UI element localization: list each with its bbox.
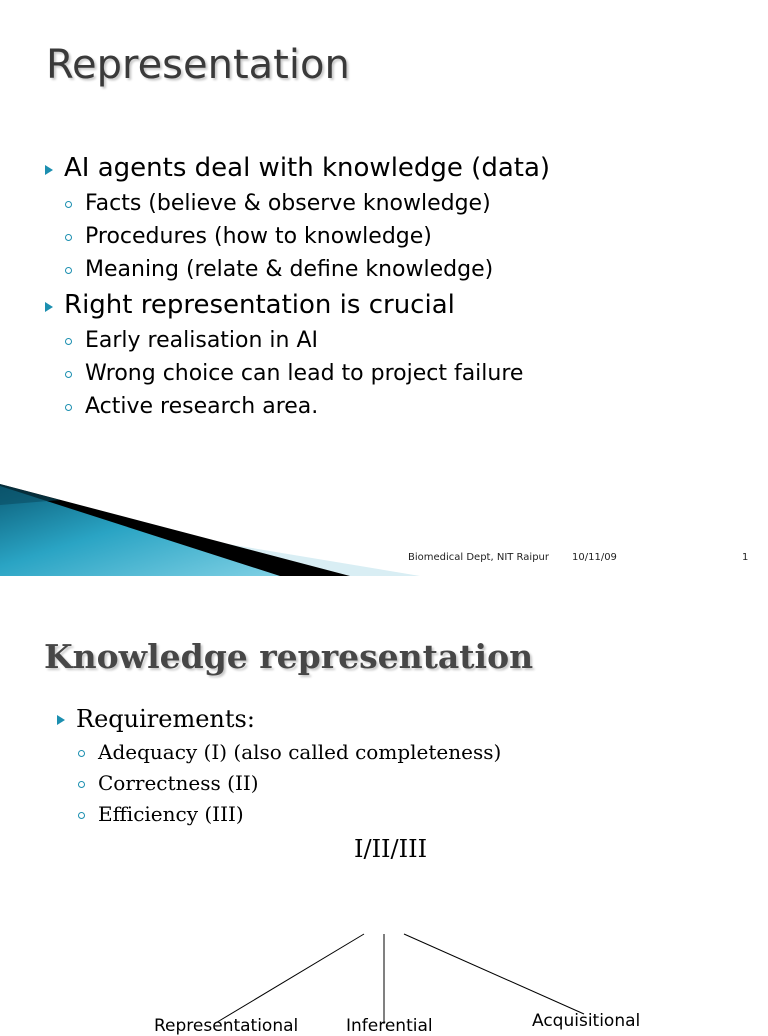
sub-bullet-2-1: Early realisation in AI bbox=[85, 328, 319, 353]
sub-bullet-2-3: Active research area. bbox=[85, 394, 319, 419]
slide-2-title: Knowledge representation bbox=[44, 637, 534, 676]
tree-connectors bbox=[0, 576, 768, 1024]
tree-root-label: I/II/III bbox=[354, 835, 428, 863]
sub-bullet-1-1: Facts (believe & observe knowledge) bbox=[85, 191, 491, 216]
footer-page-number: 1 bbox=[742, 552, 749, 563]
tree-node-representational: Representational bbox=[154, 1016, 299, 1036]
sub-bullet-1-2: Procedures (how to knowledge) bbox=[85, 224, 432, 249]
slide-2 bbox=[0, 576, 768, 1036]
requirement-efficiency: Efficiency (III) bbox=[98, 802, 244, 826]
requirements-bullet: Requirements: bbox=[76, 705, 255, 733]
footer-date: 10/11/09 bbox=[572, 552, 617, 563]
sub-bullet-1-3: Meaning (relate & define knowledge) bbox=[85, 257, 494, 282]
bullet-1: AI agents deal with knowledge (data) bbox=[64, 153, 551, 183]
requirement-correctness: Correctness (II) bbox=[98, 771, 259, 795]
footer-dept: Biomedical Dept, NIT Raipur bbox=[408, 552, 549, 563]
slide-1-title: Representation bbox=[46, 42, 350, 88]
sub-bullet-2-2: Wrong choice can lead to project failure bbox=[85, 361, 524, 386]
bullet-2: Right representation is crucial bbox=[64, 290, 455, 320]
tree-node-acquisitional: Acquisitional bbox=[532, 1011, 641, 1031]
requirement-adequacy: Adequacy (I) (also called completeness) bbox=[98, 740, 502, 764]
tree-node-inferential: Inferential bbox=[346, 1016, 433, 1036]
